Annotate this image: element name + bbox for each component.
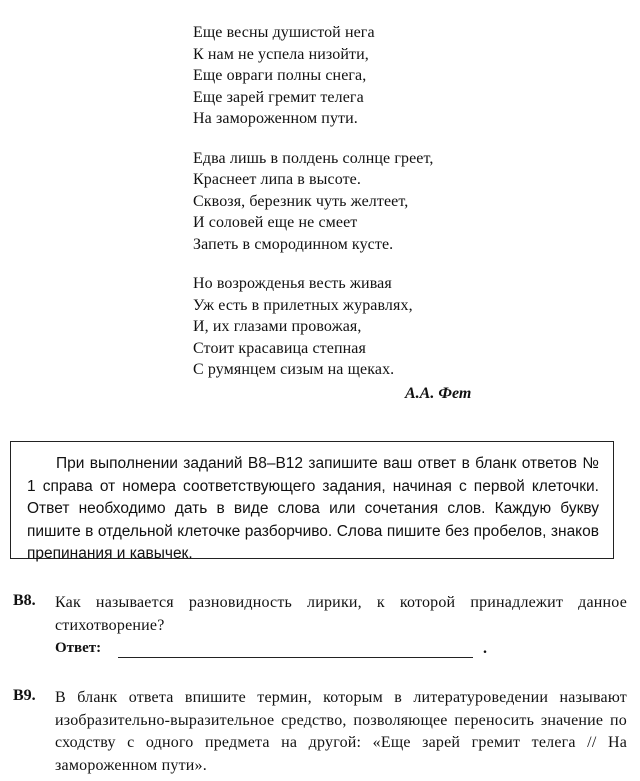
poem-line: Еще весны душистой нега [193, 24, 375, 41]
poem-line: На замороженном пути. [193, 110, 358, 127]
poem-line: С румянцем сизым на щеках. [193, 361, 395, 378]
poem-line: Еще зарей гремит телега [193, 88, 364, 106]
poem-line: К нам не успела низойти, [193, 45, 369, 63]
poem-line: Но возрожденья весть живая [193, 275, 392, 292]
poem-line: И соловей еще не смеет [193, 214, 358, 231]
poem-stanza [193, 148, 513, 256]
answer-row [55, 640, 505, 662]
poem-author: А.А. Фет [405, 385, 472, 402]
poem-line: Едва лишь в полдень солнце греет, [193, 149, 434, 167]
poem-line: И, их глазами провожая, [193, 318, 362, 335]
task-number: В9. [13, 687, 36, 704]
task-question: Как называется разновидность лирики, к которой принадлежит данное стихотворение? [55, 594, 627, 634]
poem-line: Стоит красавица степная [193, 339, 366, 357]
poem-line: Краснеет липа в высоте. [193, 171, 361, 188]
poem-stanza [193, 273, 513, 381]
poem-line: Сквозя, березник чуть желтеет, [193, 192, 409, 210]
poem-stanza [193, 22, 513, 130]
answer-label: Ответ: [55, 640, 102, 656]
task-question: В бланк ответа впишите термин, которым в литературоведении называют изобразительно-выразительное средство, позволяющее переносить значение по сходству с одного предмета на другой: «Еще зарей гремит телега // На замороженном пути». [55, 689, 627, 774]
poem [193, 22, 513, 399]
instructions-box: При выполнении заданий В8–В12 запишите ваш ответ в бланк ответов № 1 справа от номера соответствующего задания, начиная с первой клеточки. Ответ необходимо дать в виде слова или сочетания слов. Каждую букву пишите в отдельной клеточке разборчиво. Слова пишите без пробелов, знаков препинания и кавычек. [10, 441, 614, 559]
answer-period: . [483, 640, 487, 657]
task-number: В8. [13, 592, 36, 609]
poem-line: Уж есть в прилетных журавлях, [193, 296, 413, 314]
poem-line: Еще овраги полны снега, [193, 67, 367, 84]
poem-line: Запеть в смородинном кусте. [193, 235, 394, 253]
answer-field[interactable] [118, 657, 473, 658]
